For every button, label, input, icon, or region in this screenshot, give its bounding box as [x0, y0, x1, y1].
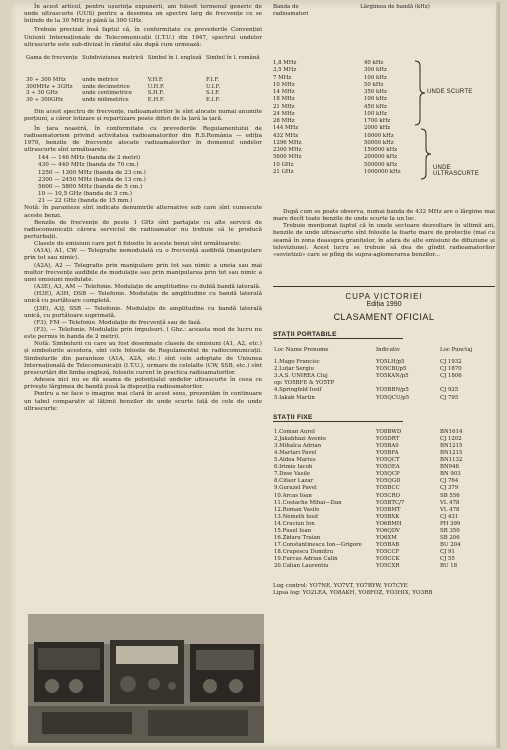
cell: YO5BFA	[376, 449, 399, 456]
width-cell: 50000 kHz	[364, 139, 394, 146]
cell: BN1132	[440, 457, 463, 464]
band-cell: 24 MHz	[273, 110, 295, 117]
width-cell: 150000 kHz	[364, 147, 398, 153]
table-row	[273, 395, 495, 402]
list-item: 21 — 22 GHz (banda de 15 mm.)	[38, 198, 133, 205]
table-header: Simbol în l. română	[206, 54, 260, 61]
cell: BN1215	[440, 449, 463, 456]
cell: 19.Furcus Adrian Calin	[274, 556, 338, 563]
cell: unde metrice	[82, 76, 119, 83]
width-cell: 100 kHz	[364, 96, 387, 103]
cell: 12.Roman Vasile	[274, 506, 320, 513]
column-header: Loc Nume Prenume	[274, 347, 329, 353]
width-cell: 100 kHz	[364, 110, 387, 117]
cell: 9.Gurazel Pavel	[274, 485, 317, 492]
cell: 6.Irimie Iacob	[274, 464, 313, 471]
cell: 8.Cifaor Lazar	[274, 478, 314, 485]
cell: VL 478	[440, 506, 460, 513]
cell: 7.Dzse Vasile	[274, 471, 310, 478]
table-row	[273, 373, 495, 380]
cell: VL 478	[440, 499, 460, 506]
cell: 1.Coman Aurel	[274, 428, 315, 435]
table-row	[273, 500, 495, 507]
width-cell: 2000 kHz	[364, 125, 391, 132]
paragraph: (J3E), A3J, SSB — Telefonie. Modulație de amplitudine cu bandă laterală unică, cu purtătoare suprimată.	[24, 305, 262, 319]
band-cell: 5600 MHz	[273, 154, 302, 161]
table-header-row	[273, 347, 495, 354]
cell: S.H.F.	[147, 90, 165, 97]
paragraph: (A2A), A2 — Telegrafie prin manipulare prin tot sau nimic a uneia sau mai multor frecvențe audibile de modulație sau prin manipularea prin tot sau nimic a unei emisiuni modulate.	[24, 262, 262, 283]
cell: unde decimetrice	[82, 83, 130, 90]
list-item: 5600 — 5800 MHz (banda de 5 cm.)	[38, 183, 143, 190]
cell: CJ 431	[440, 513, 459, 520]
table-row	[24, 90, 262, 97]
width-cell: 1700 kHz	[364, 118, 391, 124]
table-row	[273, 60, 498, 67]
cell: YO5BTC/7	[376, 499, 405, 506]
table-row	[273, 67, 498, 74]
cell: YO5LH/p5	[376, 359, 405, 366]
cell: YO5CXR	[376, 563, 400, 570]
cell: 5.Aldea Marius	[274, 457, 316, 464]
cell: YO5CCF	[376, 549, 400, 556]
table-row	[273, 471, 495, 478]
cell: E.H.F.	[147, 96, 165, 103]
cell	[375, 380, 439, 387]
cell: YO5KAN/p5	[376, 373, 409, 380]
table-row	[273, 96, 498, 103]
list-item: 430 — 440 MHz (banda de 70 cm.)	[38, 162, 139, 169]
cell: unde milimetrice	[82, 96, 129, 103]
list-item: 10 — 10,5 GHz (banda de 3 cm.)	[38, 191, 132, 198]
table-row	[24, 84, 262, 91]
band-cell: 10 MHz	[273, 81, 295, 88]
equipment-photo	[28, 614, 264, 743]
magazine-page	[10, 2, 500, 748]
cell: BN1614	[440, 428, 463, 435]
width-cell: 450 kHz	[364, 103, 387, 110]
column-header: Indicativ	[376, 347, 400, 353]
cell: BN948	[440, 464, 459, 471]
list-item: 1250 — 1300 MHz (banda de 23 cm.)	[38, 169, 146, 176]
column-header: Lărgimea de bandă (kHz)	[360, 4, 430, 10]
width-cell: 100 kHz	[364, 74, 387, 81]
cell: 3.A.S. UNIREA Cluj	[274, 373, 328, 380]
cell: CJ 925	[440, 387, 459, 394]
column-header: Loc Punctaj	[440, 347, 473, 353]
paragraph: Trebuie precizat însă faptul că, în conformitate cu prevederile Convenției Uniunii Internaționale de Telecomunicații (I.T.U.) din 1947, spectrul undelor ultrascurte este sub-divizat în rândul său după cum urmează:	[24, 27, 262, 48]
cell: YO5QCP	[376, 471, 400, 478]
table-row	[273, 549, 495, 556]
width-cell: 500000 kHz	[364, 161, 398, 168]
cell: 2.Luțar Sergiu	[274, 366, 314, 373]
cell: SB 206	[440, 535, 460, 542]
table-row	[24, 97, 262, 104]
table-row	[273, 82, 498, 89]
paragraph: (F3), — Telefonie. Modulație prin impulsuri. ( Ghz.: aceasta mod de lucru nu este permis în banda de 2 metri).	[24, 327, 262, 341]
cell: SB 556	[440, 492, 460, 499]
cell: CJ 1870	[440, 366, 462, 373]
table-row	[273, 111, 498, 118]
logs-missing: Lipsa log: YO2LEA, YO8AKH, YO8FOZ, YO3HIX, YO3RB	[273, 589, 433, 596]
cell: S.I.F.	[206, 90, 220, 97]
cell: CJ 1202	[440, 435, 462, 442]
table-header: Subdiviziunea metrică	[82, 54, 144, 61]
table-row	[273, 542, 495, 549]
cell: 1.Mago Francisc	[274, 359, 320, 366]
table-row	[273, 563, 495, 570]
cell: 2.Jakabhazi Avente	[274, 435, 327, 442]
contest-title: CUPA VICTORIEI	[345, 292, 423, 301]
cell: YO5QCU/p5	[376, 394, 410, 401]
table-row	[273, 436, 495, 443]
portable-table	[273, 347, 495, 402]
table-row	[273, 133, 498, 140]
band-cell: 21 GHz	[273, 168, 294, 175]
paragraph: În țara noastră, în conformitate cu prevederile Regulamentului de radioamatorism privind activitatea radioamatorilor din R.S.România — ediția 1970, benzile de frecvențe alocate radioamatorilor în domeniul undelor ultrascurte sînt următoarele:	[24, 125, 262, 154]
cell: YO5BA0	[376, 442, 399, 449]
cell: 18.Crupescu Dumitru	[274, 549, 334, 556]
cell: E.I.F.	[206, 96, 221, 103]
paragraph: (A1A), A1, CW — Telegrafie nemodulată cu o frecvență audibilă (manipulare prin tot sau nimic).	[24, 248, 262, 262]
band-cell: 2300 MHz	[273, 147, 302, 153]
band-list	[24, 155, 262, 205]
cell: U.I.F.	[206, 83, 221, 90]
logs-control: Log control: YO7NE, YO7VT, YO7BYW, YO7CYE	[273, 582, 408, 589]
cell: YO5CCK	[376, 556, 400, 563]
table-row	[273, 104, 498, 111]
width-cell: 1000000 kHz	[364, 168, 401, 175]
cell: unde centimetrice	[82, 90, 133, 97]
table-row	[273, 535, 495, 542]
table-row	[273, 485, 495, 492]
cell: 20.Calian Laurentiu	[274, 563, 329, 570]
cell: YO5BAB	[376, 542, 400, 549]
paragraph: Adesea nici nu se dă seama de potențialul undelor ultrascurte în ceea ce privește lărgimea de bandă pusă la dispoziția radioamatorilor.	[24, 377, 262, 391]
cell: YO5CBI/p5	[376, 366, 407, 373]
band-cell: 28 MHz	[273, 118, 295, 124]
cell: 30 ÷ 300GHz	[26, 96, 63, 103]
width-cell: 350 kHz	[364, 89, 387, 95]
cell: CJ 764	[440, 478, 459, 485]
paragraph: În acest articol, pentru ușurința expunerii, am folosit termenul generic de unde ultrascurte (UUS) pentru a desemna un spectru larg de frecvențe ce se întinde de la 30 MHz și până la 300 GHz.	[24, 4, 262, 25]
band-rows	[273, 60, 498, 176]
cell: SB 350	[440, 527, 460, 534]
list-item: 2300 — 2450 MHz (banda de 13 cm.)	[38, 176, 146, 183]
divider	[273, 338, 403, 339]
column-header: Banda de radioamatori	[273, 4, 309, 17]
band-cell: 21 MHz	[273, 103, 295, 110]
cell: YO5QCT	[376, 457, 400, 464]
cell	[439, 380, 495, 387]
divider	[273, 421, 403, 422]
table-row	[24, 77, 262, 84]
cell: BU 204	[440, 542, 461, 549]
table-row	[273, 118, 498, 125]
radio-equipment-image	[28, 614, 264, 743]
paragraph: Trebuie menționat faptul că în unele sectoare dezvoltare în ultimii ani, benzile de unde ultrascurte sînt folosite la foarte mare de protecție (mai cu seamă în zona deasupra granițelor, în afara de alte emisiuni de difuziune și televiziune). Acest lucru se trebuie să dea de gîndit radioamatorilor «sovietizii» care se plîng de supra-aglomerarea benzilor...	[273, 223, 495, 258]
table-row	[273, 528, 495, 535]
cell: 3.Mihalca Adrian	[274, 442, 322, 449]
paragraph: (F3), FM — Telefonie. Modulație de frecvență sau de fază.	[34, 319, 202, 326]
paragraph: Notă: în paranteze sînt indicate denumirile alternative sub care sînt cunoscute aceste benzi.	[24, 205, 262, 219]
band-cell: 432 MHz	[273, 132, 299, 139]
width-cell: 10000 kHz	[364, 132, 394, 139]
cell: YO5DRT	[376, 435, 400, 442]
cell: YO6XM	[376, 535, 397, 542]
paragraph: (A3E), A3, AM — Telefonie. Modulație de amplitudine cu dublă bandă laterală.	[34, 284, 261, 291]
cell: 14.Craciun Ion	[274, 520, 315, 527]
band-cell: 7 MHz	[273, 74, 292, 81]
table-row	[273, 556, 495, 563]
band-width-table	[273, 4, 498, 176]
cell: YO5BCC	[376, 485, 400, 492]
band-cell: 18 MHz	[273, 96, 295, 103]
band-cell: 1,8 MHz	[273, 60, 297, 66]
paragraph: Din acest spectru de frecvențe, radioamatorilor le sînt alocate numai anumite porțiuni, a căror lotizare și repartizare poate diferi de la țară la țară.	[24, 109, 262, 123]
right-column-text	[273, 209, 495, 259]
cell: op: YO5BFE & YO5TP	[274, 380, 335, 387]
cell: 13.Nemeth Iosif	[274, 513, 318, 520]
band-cell: 144 MHz	[273, 125, 299, 132]
table-row	[273, 140, 498, 147]
cell: BU 18	[440, 563, 458, 570]
cell: PH 399	[440, 520, 461, 527]
cell: BN1215	[440, 442, 463, 449]
cell: CJ 55	[440, 556, 455, 563]
table-row	[273, 125, 498, 132]
cell: 30 ÷ 300 MHz	[26, 76, 66, 83]
contest-subtitle: Ediția 1990	[366, 301, 402, 308]
table-header: Gama de frecvențe	[26, 54, 78, 61]
width-cell: 40 kHz	[364, 60, 384, 66]
band-cell: 1296 MHz	[273, 139, 302, 146]
cell: YO5BXK	[376, 513, 400, 520]
cell: YO8BWD	[376, 428, 402, 435]
cell: CJ 379	[440, 485, 459, 492]
cell: YO6QDV	[376, 527, 400, 534]
brace-ultra-short-waves-icon	[419, 128, 433, 180]
paragraph: Notă: Simbolurii cu care au fost desemnate clasele de emisiuni (A1, A2, etc.) și simbolurile acestora, sînt cele folosite de Regulamentul de radiocomunicații. Simbolurile din paranteze (A1A, A2A, etc.) sînt cele adoptate de Uniunea Internațională de Telecomunicații (I.T.U.), urmare de celelalte (CW, SSB, etc.) sînt prescurtări din limba engleză, folosite curent în practica radioamatorilor.	[24, 341, 262, 376]
table-row	[273, 429, 495, 436]
table-row	[273, 478, 495, 485]
list-item: 144 — 146 MHz (banda de 2 metri)	[38, 155, 141, 162]
cell: 4.Martari Pavel	[274, 449, 317, 456]
table-row	[273, 154, 498, 161]
table-row	[273, 147, 498, 154]
label-ultra-short-waves: UNDE ULTRASCURTE	[433, 165, 479, 177]
left-column	[24, 4, 262, 413]
paragraph: (H3E), A3H, DSB — Telefonie. Modulație de amplitudine cu bandă laterală unică cu purtătoare completă.	[24, 291, 262, 305]
band-cell: 3,5 MHz	[273, 67, 297, 74]
cell: 10.Arcas Ioan	[274, 492, 312, 499]
cell: 300MHz ÷ 3GHz	[26, 83, 73, 90]
table-row	[273, 359, 495, 366]
divider	[273, 286, 495, 287]
fixed-table	[273, 429, 495, 571]
table-row	[273, 521, 495, 528]
cell: 16.Zidaru Traian	[274, 535, 321, 542]
cell: 11.Costache Mihai—Dan	[274, 499, 342, 506]
table-row	[273, 450, 495, 457]
cell: 15.Pusel Ioan	[274, 527, 312, 534]
cell: CJ 1806	[440, 373, 462, 380]
cell: YO5BMT	[376, 506, 401, 513]
cell: CJ 91	[440, 549, 455, 556]
width-cell: 200000 kHz	[364, 154, 398, 161]
fixed-section-title: STAȚII FIXE	[273, 413, 313, 421]
cell: YO5BBN/p5	[376, 387, 409, 394]
cell: 17.Constantinescu Ion—Grigore	[274, 542, 362, 549]
cell: 5.Iakab Martin	[274, 394, 315, 401]
cell: CJ 795	[440, 394, 459, 401]
spectrum-table	[24, 55, 262, 103]
table-row	[273, 507, 495, 514]
cell: 4.Springfeld Iosif	[274, 387, 322, 394]
cell: F.I.F.	[206, 76, 220, 83]
cell: CJ 1932	[440, 359, 462, 366]
portable-section-title: STAȚII PORTABILE	[273, 331, 337, 338]
band-cell: 10 GHz	[273, 161, 294, 168]
table-row	[273, 514, 495, 521]
cell: YO5CRO	[376, 492, 401, 499]
cell: YO5OEA	[376, 464, 400, 471]
contest-section	[273, 286, 495, 597]
table-header: Simbol în l. engleză	[147, 54, 202, 61]
band-cell: 14 MHz	[273, 89, 295, 95]
width-cell: 50 kHz	[364, 81, 384, 88]
table-row	[273, 464, 495, 471]
table-row	[273, 380, 495, 387]
table-row	[273, 443, 495, 450]
paragraph: Clasele de emisiuni care pot fi folosite în aceste benzi sînt următoarele:	[34, 241, 241, 248]
cell: U.H.F.	[147, 83, 165, 90]
label-short-waves: UNDE SCURTE	[427, 89, 473, 95]
cell: BN 903	[440, 471, 461, 478]
brace-short-waves-icon	[413, 60, 427, 126]
table-row	[273, 493, 495, 500]
cell: V.H.F.	[147, 76, 164, 83]
ranking-title: CLASAMENT OFICIAL	[333, 312, 435, 322]
cell: YO5QGD	[376, 478, 401, 485]
cell: 3 ÷ 30 GHz	[26, 90, 58, 97]
width-cell: 300 kHz	[364, 67, 387, 74]
table-row	[273, 457, 495, 464]
table-row	[273, 387, 495, 394]
paragraph: Pentru a ne face o imagine mai clară în acest sens, prezentăm în continuare un tabel comparativ al lățimii benzilor de unde scurte față de cele de unde ultrascurte:	[24, 391, 262, 412]
cell: YO6BMH	[376, 520, 402, 527]
paragraph: După cum se poate observa, numai banda de 432 MHz are o lărgime mai mare decît toate benzile de unde scurte la un loc.	[273, 209, 495, 223]
table-row	[273, 366, 495, 373]
table-row	[273, 75, 498, 82]
paragraph: Benzile de frecvențe de peste 1 GHz sînt partajate cu alte servicii de radiocomunicații cărora serviciul de radioamator nu trebuie să le producă perturbații.	[24, 219, 262, 240]
